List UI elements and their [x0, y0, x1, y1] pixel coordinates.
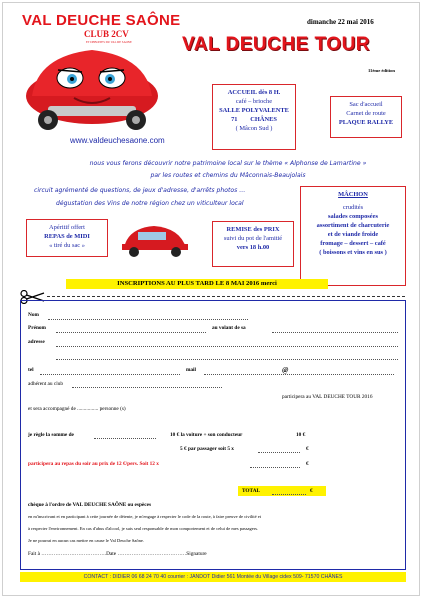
accueil-line-3: SALLE POLYVALENTE [219, 107, 289, 114]
total-label: TOTAL [242, 488, 261, 494]
aperitif-line-3: « tiré du sac » [49, 242, 85, 249]
accueil-line-5: ( Mâcon Sud ) [235, 125, 273, 132]
prenom-field[interactable] [56, 332, 206, 333]
sac-box [330, 96, 402, 138]
website-link[interactable]: www.valdeuchesaone.com [70, 136, 165, 145]
remise-box [212, 221, 294, 267]
machon-title: MÂCHON [338, 191, 368, 198]
voiture-amount: 10 € [296, 432, 306, 438]
repas-text: participera au repas du soir au prix de 12 €/pers. Soit 12 x [28, 461, 159, 467]
at-symbol: @ [282, 366, 289, 374]
sac-line-3: PLAQUE RALLYE [338, 119, 394, 126]
cheque-text: chèque à l'ordre de VAL DEUCHE SAÔNE ou espèces [28, 502, 152, 508]
accueil-box [212, 84, 296, 150]
machon-line-4: et de viande froide [327, 231, 379, 238]
adresse-field[interactable] [56, 346, 398, 347]
voiture-text: 10 € la voiture + son conducteur [170, 432, 243, 438]
prenom-label: Prénom [28, 325, 46, 331]
mail-field[interactable] [204, 374, 394, 375]
remise-line-2: suivi du pot de l'amitié [223, 235, 283, 242]
repas-amount: € [306, 461, 309, 467]
machon-box [300, 186, 406, 286]
passager-field[interactable] [258, 452, 300, 453]
car-logo [18, 36, 166, 132]
accueil-line-4: 71 CHÂNES [231, 116, 277, 123]
mail-label: mail [186, 367, 197, 373]
total-amount: € [310, 488, 313, 494]
fait-signature-line: Fait à ……………………………….Date …………………………………Signature [28, 551, 207, 557]
aperitif-line-2: REPAS de MIDI [44, 233, 90, 240]
machon-line-3: assortiment de charcuterie [316, 222, 390, 229]
passager-text: 5 € par passager soit 5 x [180, 446, 234, 452]
event-date: dimanche 22 mai 2016 [307, 18, 374, 26]
nom-field[interactable] [48, 319, 248, 320]
accueil-line-2: café – brioche [235, 98, 273, 105]
volant-field[interactable] [272, 332, 398, 333]
regle-label: je règle la somme de [28, 432, 74, 438]
total-field[interactable] [272, 494, 306, 495]
remise-line-3: vers 18 h.00 [236, 244, 270, 251]
sac-line-1: Sac d'accueil [349, 101, 383, 108]
participera-text: participera au VAL DEUCHE TOUR 2016 [282, 394, 373, 400]
tel-field[interactable] [40, 374, 180, 375]
cut-line [47, 296, 405, 297]
adherent-label: adhérent au club [28, 381, 64, 387]
machon-line-2: salades composées [328, 213, 378, 220]
intro-line-4: dégustation des Vins de notre région chez un viticulteur local [56, 200, 244, 207]
accueil-line-1: ACCUEIL dès 8 H. [227, 89, 281, 96]
intro-line-1: nous vous ferons découvrir notre patrimoine local sur le thème « Alphonse de Lamartine » [89, 160, 367, 167]
nom-label: Nom [28, 312, 39, 318]
regle-field[interactable] [94, 438, 156, 439]
club-name: VAL DEUCHE SAÔNE [22, 12, 181, 29]
event-title: VAL DEUCHE TOUR [182, 34, 371, 55]
passager-amount: € [306, 446, 309, 452]
remise-line-1: REMISE des PRIX [226, 226, 280, 233]
inscriptions-banner: INSCRIPTIONS AU PLUS TARD LE 8 MAI 2016 merci [66, 279, 328, 289]
aperitif-box [26, 219, 108, 257]
tel-label: tel [28, 367, 34, 373]
engagement-line-2: à respecter l'environnement. En cas d'abus d'alcool, je suis seul responsable de mon comportement et de celui de mes passagers. [28, 526, 259, 531]
car-image [118, 222, 192, 258]
engagement-line-3: Je ne pourrai en aucun cas mettre en cause le Val Deuche Saône. [28, 538, 144, 543]
volant-label: au volant de sa [212, 325, 246, 331]
machon-line-1: crudités [342, 204, 364, 211]
contact-bar: CONTACT : DIDIER 06 68 24 70 40 courrier : JANDOT Didier 561 Montée du Village cidex 509- 71570 CHÂNES [20, 572, 406, 582]
repas-field[interactable] [250, 467, 300, 468]
adresse-label: adresse [28, 339, 45, 345]
intro-line-2: par les routes et chemins du Mâconnais-Beaujolais [150, 172, 306, 179]
machon-line-6: ( boissons et vins en sus ) [319, 249, 387, 256]
accompagne-text: et sera accompagné de ................ personne (s) [28, 406, 126, 412]
adresse-field-2[interactable] [56, 359, 398, 360]
engagement-line-1: en m'inscrivant et en participant à cette journée de détente, je m'engage à respecter le code de la route, à faire preuve de civilité et [28, 514, 262, 519]
edition: 11ème édition [368, 68, 395, 73]
intro-line-3: circuit agrémenté de questions, de jeux d'adresse, d'arrêts photos … [34, 187, 246, 194]
sac-line-2: Carnet de route [346, 110, 386, 117]
club-subtitle: CLUB 2CV [84, 29, 129, 39]
aperitif-line-1: Apéritif offert [49, 224, 85, 231]
club-tagline: ET DEBOITES DU VAL DE SAONE [86, 40, 132, 44]
machon-line-5: fromage – dessert – café [320, 240, 386, 247]
adherent-field[interactable] [72, 387, 222, 388]
